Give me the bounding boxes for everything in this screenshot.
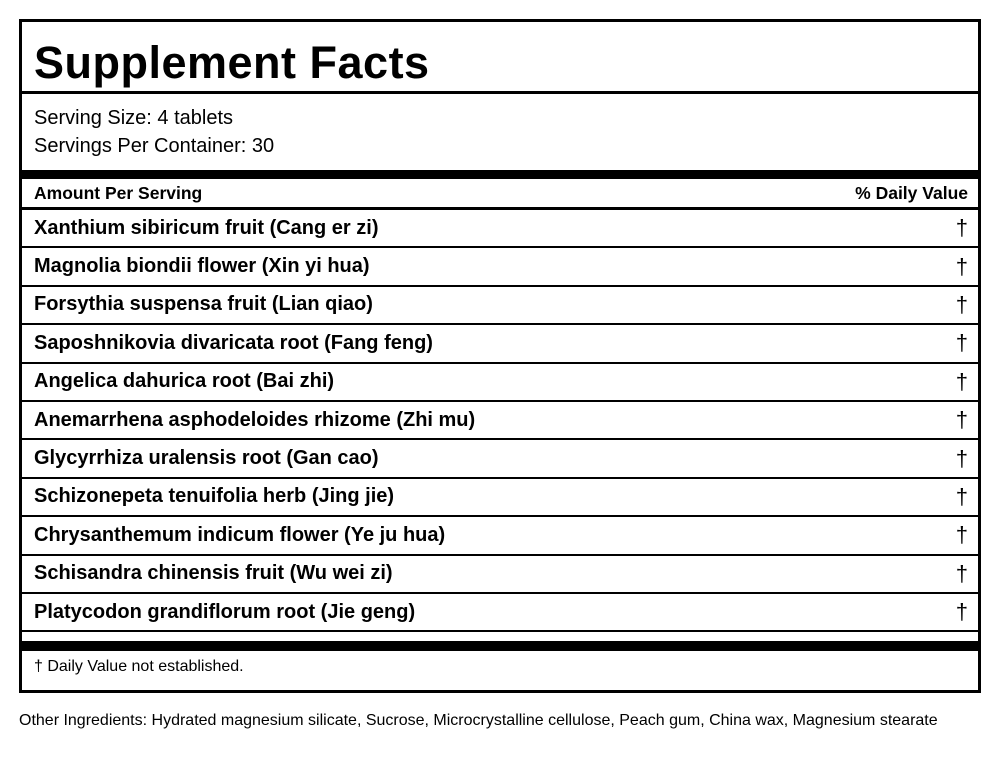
serving-size: Serving Size: 4 tablets: [34, 107, 233, 129]
daily-value: †: [955, 445, 968, 471]
ingredient-list: [22, 210, 978, 632]
daily-value: †: [955, 599, 968, 625]
ingredient-name: Schisandra chinensis fruit (Wu wei zi): [34, 562, 393, 585]
empty-row: [22, 632, 978, 642]
ingredient-row: [22, 594, 978, 632]
ingredient-name: Xanthium sibiricum fruit (Cang er zi): [34, 216, 379, 239]
ingredient-name: Glycyrrhiza uralensis root (Gan cao): [34, 447, 379, 470]
daily-value: †: [955, 291, 968, 317]
ingredient-row: [22, 556, 978, 594]
daily-value: †: [955, 368, 968, 394]
daily-value: †: [955, 253, 968, 279]
ingredient-name: Angelica dahurica root (Bai zhi): [34, 370, 335, 393]
daily-value-header: % Daily Value: [855, 182, 968, 203]
ingredient-name: Platycodon grandiflorum root (Jie geng): [34, 600, 416, 623]
ingredient-name: Schizonepeta tenuifolia herb (Jing jie): [34, 485, 395, 508]
ingredient-name: Anemarrhena asphodeloides rhizome (Zhi mu): [34, 408, 476, 431]
ingredient-name: Magnolia biondii flower (Xin yi hua): [34, 255, 370, 278]
daily-value: †: [955, 215, 968, 241]
ingredient-name: Chrysanthemum indicum flower (Ye ju hua): [34, 523, 446, 546]
ingredient-name: Forsythia suspensa fruit (Lian qiao): [34, 293, 373, 316]
thick-divider: [22, 170, 978, 179]
column-header-row: [22, 179, 978, 210]
supplement-facts-label: [19, 19, 981, 693]
daily-value: †: [955, 522, 968, 548]
ingredient-row: [22, 479, 978, 517]
serving-info: [22, 94, 978, 170]
daily-value: †: [955, 483, 968, 509]
daily-value: †: [955, 330, 968, 356]
amount-per-serving-header: Amount Per Serving: [34, 182, 203, 203]
other-ingredients: Other Ingredients: Hydrated magnesium silicate, Sucrose, Microcrystalline cellulose, Peach gum, China wax, Magnesium stearate: [19, 712, 938, 729]
footnote: † Daily Value not established.: [34, 658, 244, 676]
daily-value: †: [955, 407, 968, 433]
thick-divider: [22, 642, 978, 651]
servings-per-container: Servings Per Container: 30: [34, 135, 275, 157]
ingredient-row: [22, 287, 978, 325]
ingredient-row: [22, 440, 978, 478]
ingredient-row: [22, 364, 978, 402]
daily-value: †: [955, 560, 968, 586]
ingredient-row: [22, 248, 978, 286]
ingredient-row: [22, 325, 978, 363]
ingredient-name: Saposhnikovia divaricata root (Fang feng): [34, 331, 433, 354]
label-title: Supplement Facts: [34, 37, 430, 88]
title-section: [22, 22, 978, 94]
ingredient-row: [22, 210, 978, 248]
ingredient-row: [22, 402, 978, 440]
ingredient-row: [22, 517, 978, 555]
